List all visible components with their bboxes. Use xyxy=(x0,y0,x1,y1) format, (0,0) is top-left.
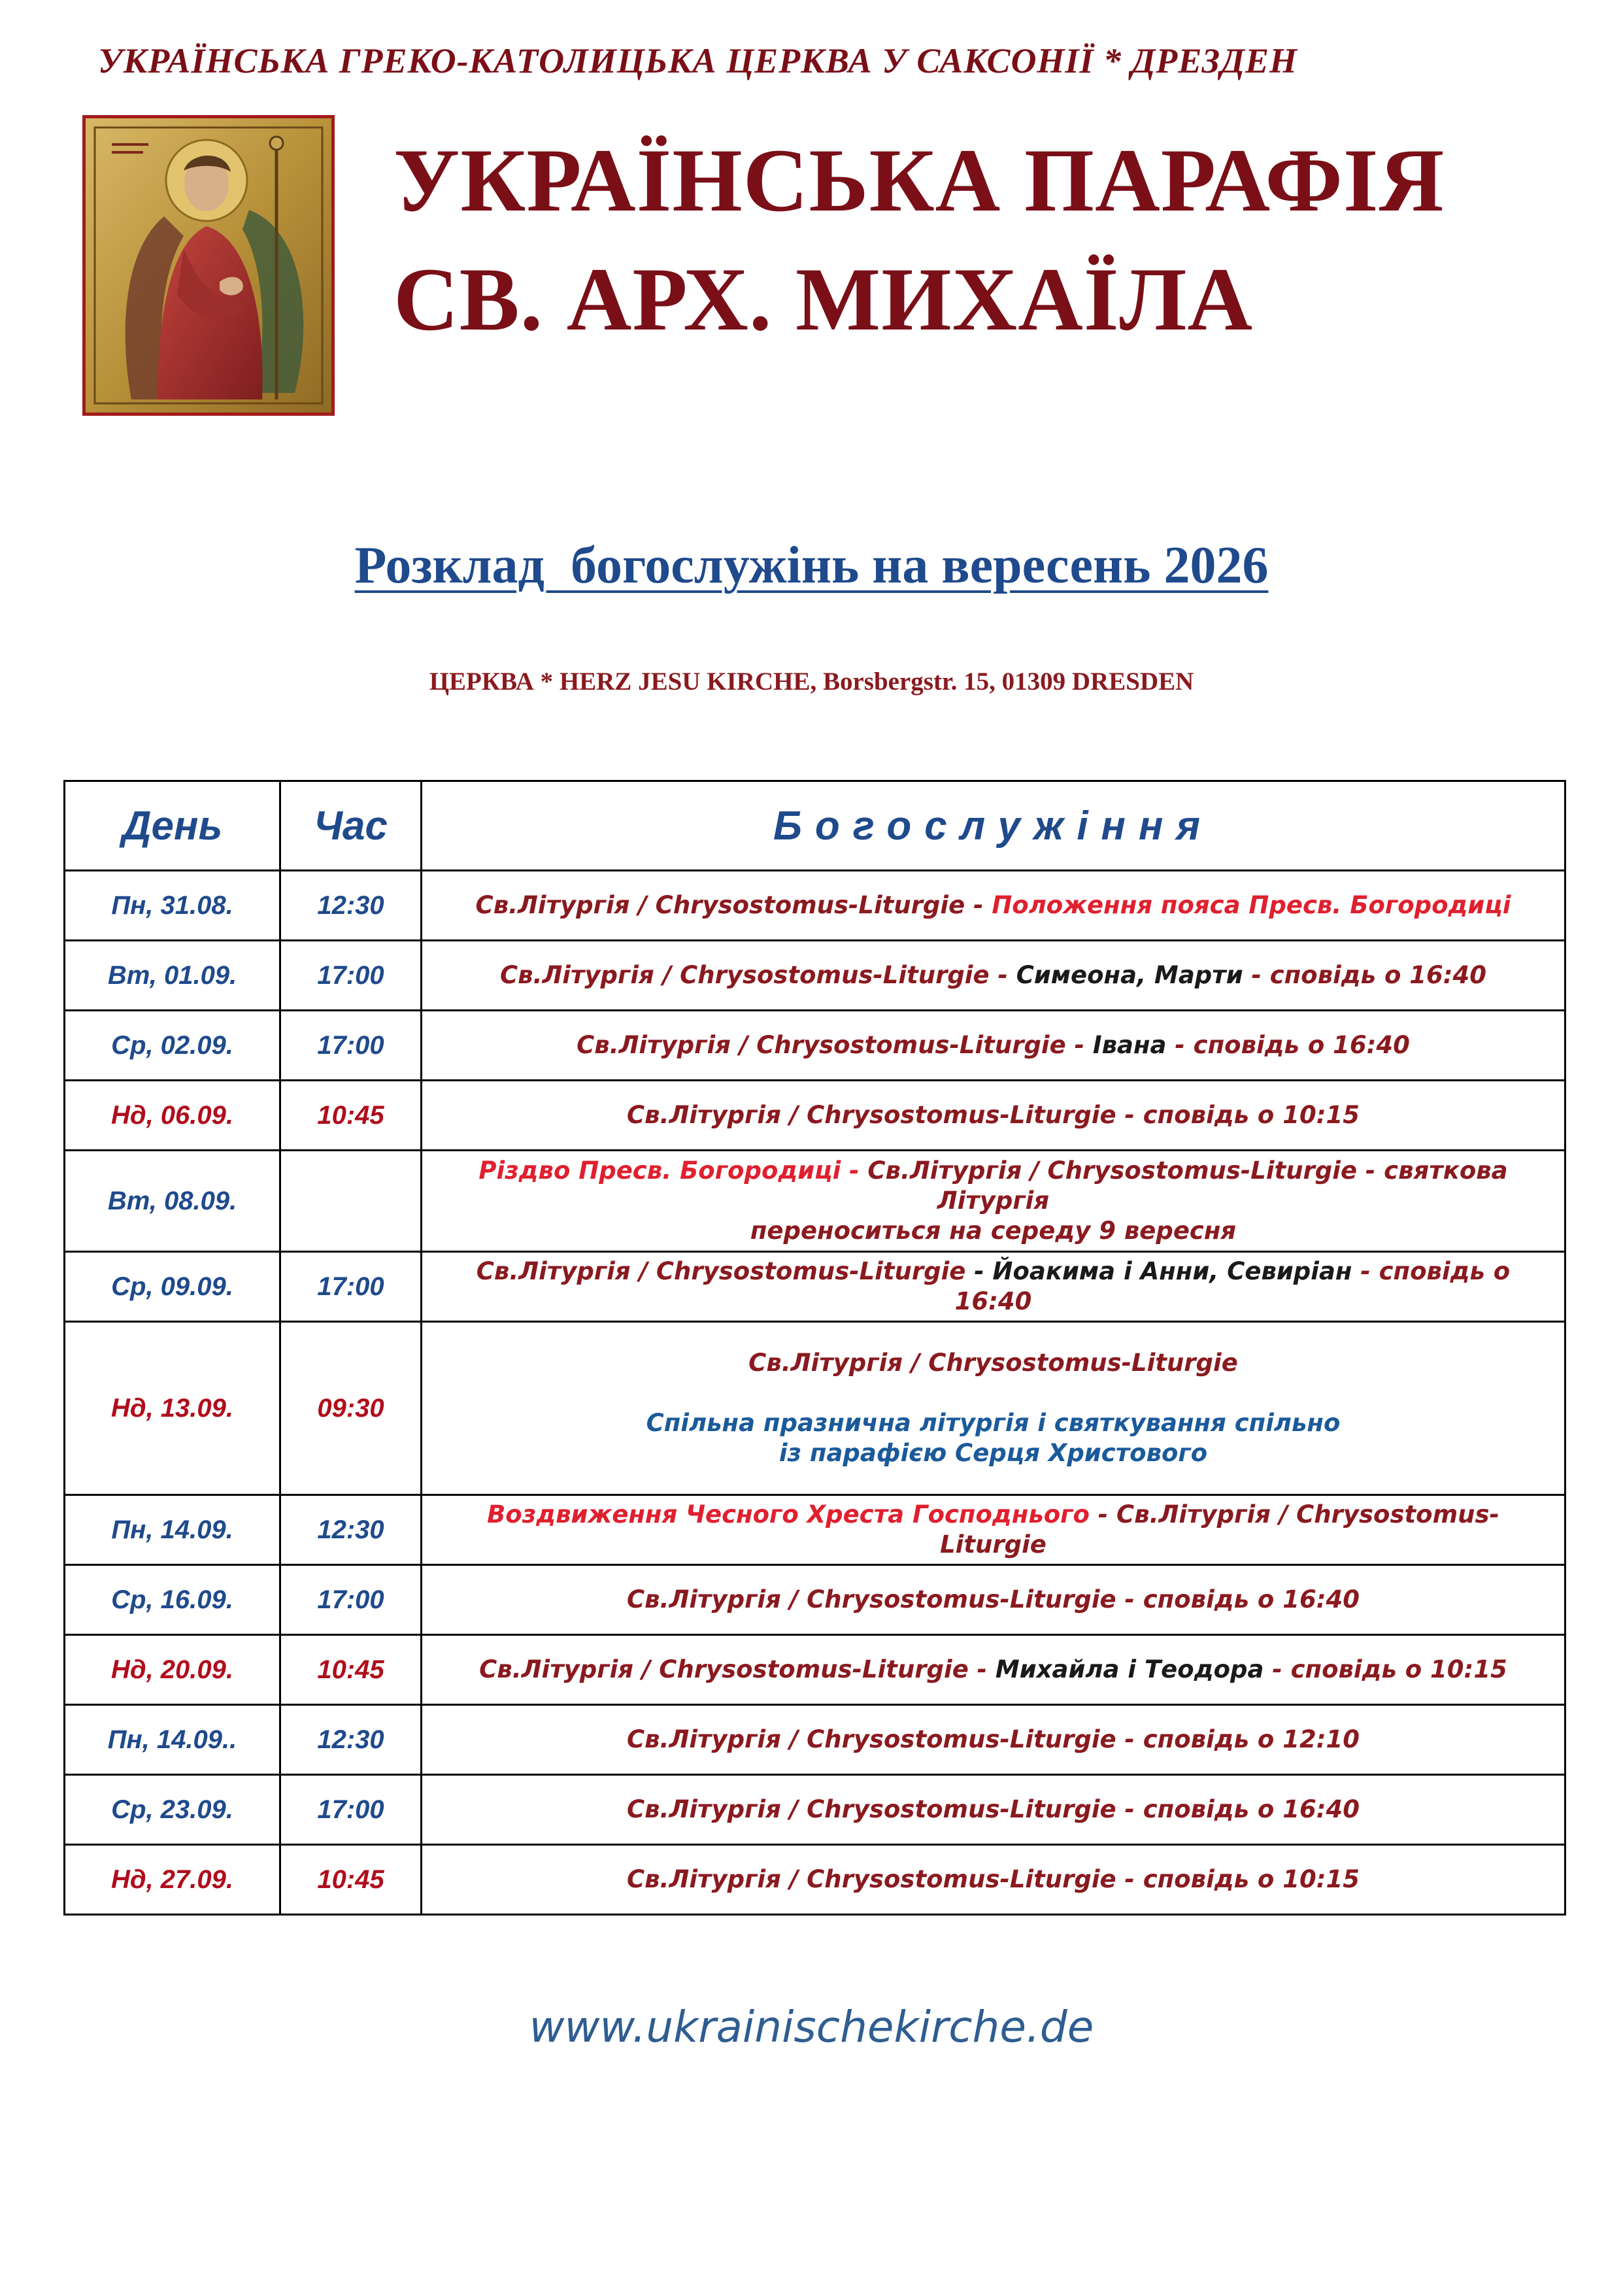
church-header-line: УКРАЇНСЬКА ГРЕКО-КАТОЛИЦЬКА ЦЕРКВА У САКСОНІЇ * ДРЕЗДЕН xyxy=(98,41,1297,80)
feast-text: Положення пояса Пресв. Богородиці xyxy=(992,891,1511,919)
table-row xyxy=(65,1252,1565,1322)
row-time: 17:00 xyxy=(280,1565,422,1635)
row-service xyxy=(422,1845,1565,1915)
schedule-heading: Розклад богослужінь на вересень 2026 xyxy=(354,537,1269,594)
service-text: Св.Літургія / Chrysostomus-Liturgie xyxy=(748,1349,1238,1377)
saint-text: - Йоакима і Анни, Севиріан xyxy=(965,1257,1361,1285)
saint-text: Михайла і Теодора xyxy=(995,1655,1264,1683)
row-time: 09:30 xyxy=(280,1322,422,1495)
table-row xyxy=(65,1775,1565,1845)
row-service xyxy=(422,1081,1565,1151)
service-text: Св.Літургія / Chrysostomus-Liturgie xyxy=(476,1257,966,1285)
row-service xyxy=(422,871,1565,941)
header-service: Богослужіння xyxy=(422,781,1565,871)
row-day: Ср, 09.09. xyxy=(65,1252,280,1322)
service-text: Св.Літургія / Chrysostomus-Liturgie - сповідь о 12:10 xyxy=(626,1725,1360,1753)
row-service xyxy=(422,1775,1565,1845)
saint-text: Івана xyxy=(1092,1031,1167,1059)
row-service xyxy=(422,1011,1565,1081)
row-time: 17:00 xyxy=(280,1011,422,1081)
table-row xyxy=(65,871,1565,941)
row-day: Вт, 01.09. xyxy=(65,941,280,1011)
archangel-michael-icon xyxy=(82,115,335,416)
row-day: Ср, 02.09. xyxy=(65,1011,280,1081)
row-time: 10:45 xyxy=(280,1845,422,1915)
service-text: Св.Літургія / Chrysostomus-Liturgie - xyxy=(499,961,1016,989)
confession-text: - сповідь о 10:15 xyxy=(1263,1655,1507,1683)
table-row xyxy=(65,1705,1565,1775)
row-day: Нд, 20.09. xyxy=(65,1635,280,1705)
row-time: 17:00 xyxy=(280,941,422,1011)
service-text: Св.Літургія / Chrysostomus-Liturgie - сповідь о 10:15 xyxy=(626,1865,1360,1893)
service-text: Св.Літургія / Chrysostomus-Liturgie - xyxy=(475,891,992,919)
website-link[interactable]: www.ukrainischekirche.de xyxy=(529,2002,1094,2052)
row-day: Нд, 13.09. xyxy=(65,1322,280,1495)
row-time: 10:45 xyxy=(280,1635,422,1705)
header-time: Час xyxy=(280,781,422,871)
row-time xyxy=(280,1151,422,1252)
row-time: 10:45 xyxy=(280,1081,422,1151)
row-day: Пн, 31.08. xyxy=(65,871,280,941)
saint-text: Симеона, Марти xyxy=(1016,961,1243,989)
service-text: Св.Літургія / Chrysostomus-Liturgie - святкова Літургія xyxy=(867,1156,1508,1215)
row-time: 17:00 xyxy=(280,1252,422,1322)
row-day: Вт, 08.09. xyxy=(65,1151,280,1252)
service-schedule-table xyxy=(63,780,1566,1916)
service-text: Св.Літургія / Chrysostomus-Liturgie - сповідь о 16:40 xyxy=(626,1585,1360,1613)
row-day: Ср, 16.09. xyxy=(65,1565,280,1635)
service-text: Св.Літургія / Chrysostomus-Liturgie - сповідь о 10:15 xyxy=(626,1101,1360,1129)
church-address: ЦЕРКВА * HERZ JESU KIRCHE, Borsbergstr. 15, 01309 DRESDEN xyxy=(429,667,1194,696)
row-time: 12:30 xyxy=(280,871,422,941)
confession-text: - сповідь о 16:40 xyxy=(954,1257,1511,1315)
joint-liturgy-text: Спільна празнична літургія і святкування спільно xyxy=(646,1409,1341,1437)
row-time: 12:30 xyxy=(280,1495,422,1565)
row-day: Пн, 14.09. xyxy=(65,1495,280,1565)
row-service xyxy=(422,1635,1565,1705)
table-row xyxy=(65,1635,1565,1705)
row-day: Нд, 06.09. xyxy=(65,1081,280,1151)
table-row xyxy=(65,1845,1565,1915)
parish-title-line-2: СВ. АРХ. МИХАЇЛА xyxy=(393,249,1254,349)
table-row xyxy=(65,1495,1565,1565)
feast-text: Різдво Пресв. Богородиці - xyxy=(478,1156,868,1185)
parish-title-line-1: УКРАЇНСЬКА ПАРАФІЯ xyxy=(393,130,1445,230)
confession-text: - сповідь о 16:40 xyxy=(1243,961,1487,989)
row-day: Пн, 14.09.. xyxy=(65,1705,280,1775)
row-service xyxy=(422,1565,1565,1635)
table-row xyxy=(65,1565,1565,1635)
table-row xyxy=(65,1322,1565,1495)
service-text: Св.Літургія / Chrysostomus-Liturgie - сповідь о 16:40 xyxy=(626,1795,1360,1823)
row-time: 17:00 xyxy=(280,1775,422,1845)
table-row xyxy=(65,1151,1565,1252)
row-service xyxy=(422,1495,1565,1565)
confession-text: - сповідь о 16:40 xyxy=(1166,1031,1410,1059)
row-service xyxy=(422,1252,1565,1322)
feast-text: Воздвиження Чесного Хреста Господнього xyxy=(487,1500,1090,1528)
service-text: Св.Літургія / Chrysostomus-Liturgie - xyxy=(577,1031,1093,1059)
table-row xyxy=(65,1081,1565,1151)
service-text: Св.Літургія / Chrysostomus-Liturgie - xyxy=(479,1655,996,1683)
header-day: День xyxy=(65,781,280,871)
joint-liturgy-text-2: із парафією Серця Христового xyxy=(778,1439,1208,1467)
row-day: Нд, 27.09. xyxy=(65,1845,280,1915)
row-service xyxy=(422,941,1565,1011)
service-text: - Св.Літургія / Chrysostomus-Liturgie xyxy=(940,1500,1499,1559)
row-service xyxy=(422,1705,1565,1775)
table-row xyxy=(65,941,1565,1011)
row-time: 12:30 xyxy=(280,1705,422,1775)
row-service xyxy=(422,1322,1565,1495)
table-row xyxy=(65,1011,1565,1081)
row-day: Ср, 23.09. xyxy=(65,1775,280,1845)
row-service xyxy=(422,1151,1565,1252)
table-header-row xyxy=(65,781,1565,871)
service-note: переноситься на середу 9 вересня xyxy=(750,1217,1237,1245)
